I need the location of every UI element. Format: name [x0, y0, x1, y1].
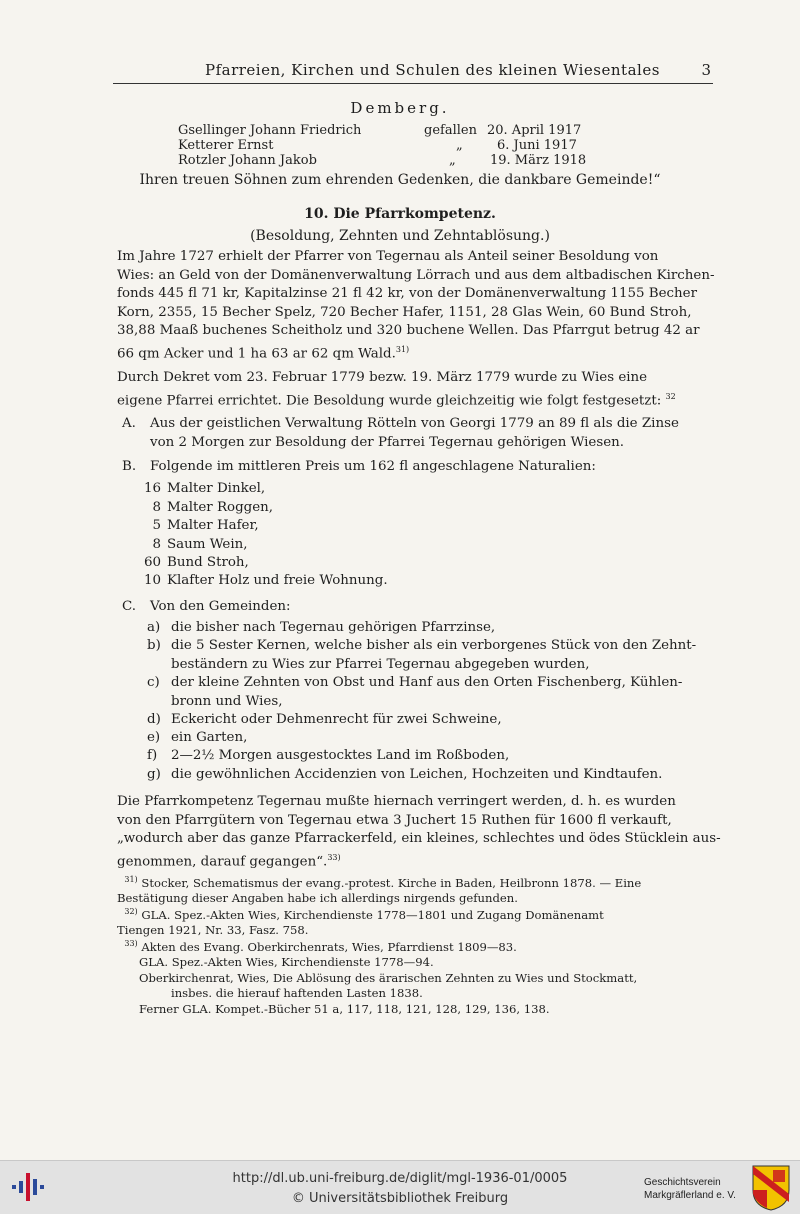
document-url[interactable]: http://dl.ub.uni-freiburg.de/diglit/mgl-1936-01/0005 [232, 1171, 568, 1186]
text-line: von den Pfarrgütern von Tegernau etwa 3 Juchert 15 Ruthen für 1600 fl verkauft, [117, 812, 672, 828]
paragraph-salary-1727 [117, 248, 715, 364]
text-line: fonds 445 fl 71 kr, Kapitalzinse 21 fl 42 kr, von der Domänenverwaltung 1155 Becher [117, 286, 697, 302]
memorial-fate: „ [456, 138, 463, 153]
text-line: genommen, darauf gegangen“. [117, 854, 328, 870]
footnote-ref: 32 [665, 391, 676, 401]
memorial-fate: gefallen [424, 123, 477, 138]
natural-item: 8 Malter Roggen, [152, 500, 274, 515]
text-line: der kleine Zehnten von Obst und Hanf aus den Orten Fischenberg, Kühlen- [171, 675, 683, 690]
text-line: 66 qm Acker und 1 ha 63 ar 62 qm Wald. [117, 346, 396, 362]
list-marker: f) [147, 748, 158, 763]
memorial-date: 20. April 1917 [487, 123, 582, 138]
footnote-line: Tiengen 1921, Nr. 33, Fasz. 758. [117, 923, 309, 938]
footnote-line: GLA. Spez.-Akten Wies, Kirchendienste 1778—94. [139, 955, 434, 970]
society-crest-icon[interactable] [751, 1164, 791, 1212]
text-line: Die Pfarrkompetenz Tegernau mußte hiernach verringert werden, d. h. es wurden [117, 794, 676, 809]
text-line: 38,88 Maaß buchenes Scheitholz und 320 buchene Wellen. Das Pfarrgut betrug 42 ar [117, 323, 700, 339]
footnote-line: Ferner GLA. Kompet.-Bücher 51 a, 117, 118, 121, 128, 129, 136, 138. [139, 1001, 550, 1016]
text-line: Durch Dekret vom 23. Februar 1779 bezw. 19. März 1779 wurde zu Wies eine [117, 370, 648, 385]
list-marker: b) [147, 638, 161, 653]
memorial-name: Gsellinger Johann Friedrich [178, 123, 362, 138]
footnote-33 [117, 936, 637, 1017]
footnote-line: Bestätigung dieser Angaben habe ich allerdings nirgends gefunden. [117, 891, 518, 906]
footnote-line: Oberkirchenrat, Wies, Die Ablösung des ärarischen Zehnten zu Wies und Stockmatt, [139, 970, 638, 985]
copyright-notice: © Universitätsbibliothek Freiburg [291, 1191, 509, 1206]
natural-item: 10 Klafter Holz und freie Wohnung. [143, 573, 388, 588]
memorial-title: Demberg. [350, 99, 450, 117]
section-heading: 10. Die Pfarrkompetenz. [304, 206, 496, 222]
natural-item: 8 Saum Wein, [152, 537, 248, 552]
text-line: bronn und Wies, [171, 693, 283, 709]
page-number: 3 [701, 61, 711, 79]
section-subheading: (Besoldung, Zehnten und Zehntablösung.) [250, 228, 550, 244]
text-line: Aus der geistlichen Verwaltung Rötteln von Georgi 1779 an 89 fl als die Zinse [150, 416, 679, 431]
footnote-32 [117, 904, 604, 939]
paragraph-decree-1779 [117, 369, 711, 411]
footnote-marker: 33) [124, 939, 138, 948]
footnote-31 [117, 872, 641, 907]
memorial-name: Rotzler Johann Jakob [178, 153, 317, 168]
memorial-date: 19. März 1918 [490, 153, 587, 168]
society-name: Geschichtsverein Markgräflerland e. V. [644, 1177, 736, 1201]
footnote-line: Stocker, Schematismus der evang.-protest. Kirche in Baden, Heilbronn 1878. — Eine [141, 875, 642, 890]
text-line: 2—2½ Morgen ausgestocktes Land im Roßboden, [171, 748, 510, 763]
text-line: die 5 Sester Kernen, welche bisher als ein verborgenes Stück von den Zehnt- [171, 638, 697, 653]
footnote-line: insbes. die hierauf haftenden Lasten 1838. [171, 986, 423, 1001]
text-line: beständern zu Wies zur Pfarrei Tegernau abgegeben wurden, [171, 656, 590, 672]
text-line: Korn, 2355, 15 Becher Spelz, 720 Becher Hafer, 1151, 28 Glas Wein, 60 Bund Stroh, [117, 304, 692, 320]
text-line: Im Jahre 1727 erhielt der Pfarrer von Tegernau als Anteil seiner Besoldung von [117, 249, 659, 264]
running-head-title: Pfarreien, Kirchen und Schulen des kleinen Wiesentales [205, 61, 660, 79]
memorial-fate: „ [449, 153, 456, 168]
footnote-line: GLA. Spez.-Akten Wies, Kirchendienste 1778—1801 und Zugang Domänenamt [141, 907, 604, 922]
footnote-line: Akten des Evang. Oberkirchenrats, Wies, Pfarrdienst 1809—83. [141, 939, 517, 954]
text-line: ein Garten, [171, 730, 248, 745]
text-line: „wodurch aber das ganze Pfarrackerfeld, ein kleines, schlechtes und ödes Stücklein aus- [117, 831, 721, 847]
memorial-closing: Ihren treuen Söhnen zum ehrenden Gedenken, die dankbare Gemeinde!“ [139, 172, 661, 188]
footnote-ref: 33) [327, 852, 341, 862]
text-line: Folgende im mittleren Preis um 162 fl angeschlagene Naturalien: [150, 459, 596, 474]
text-line: die bisher nach Tegernau gehörigen Pfarrzinse, [171, 620, 496, 635]
running-head [113, 61, 713, 84]
natural-item: 60 Bund Stroh, [143, 555, 249, 570]
text-line: eigene Pfarrei errichtet. Die Besoldung wurde gleichzeitig wie folgt festgesetzt: [117, 393, 662, 409]
list-marker: B. [122, 459, 137, 474]
memorial-name: Ketterer Ernst [178, 138, 274, 153]
paragraph-reduction [117, 793, 721, 872]
natural-item: 5 Malter Hafer, [152, 518, 259, 533]
list-marker: g) [147, 767, 161, 782]
footnote-marker: 31) [124, 875, 138, 884]
natural-item: 16 Malter Dinkel, [143, 481, 266, 496]
list-marker: d) [147, 712, 161, 727]
text-line: Von den Gemeinden: [150, 599, 291, 614]
list-marker: c) [147, 675, 160, 690]
footnote-ref: 31) [395, 344, 410, 354]
memorial-date: 6. Juni 1917 [497, 138, 577, 153]
text-line: von 2 Morgen zur Besoldung der Pfarrei Tegernau gehörigen Wiesen. [150, 434, 625, 450]
text-line: die gewöhnlichen Accidenzien von Leichen, Hochzeiten und Kindtaufen. [171, 767, 663, 782]
text-line: Eckericht oder Dehmenrecht für zwei Schweine, [171, 712, 502, 727]
list-marker: C. [122, 599, 137, 614]
list-marker: a) [147, 620, 161, 635]
list-marker: e) [147, 730, 161, 745]
viewer-footer [0, 1160, 800, 1214]
footnote-marker: 32) [124, 907, 138, 916]
text-line: Wies: an Geld von der Domänenverwaltung Lörrach und aus dem altbadischen Kirchen- [117, 267, 715, 283]
list-marker: A. [122, 416, 136, 431]
